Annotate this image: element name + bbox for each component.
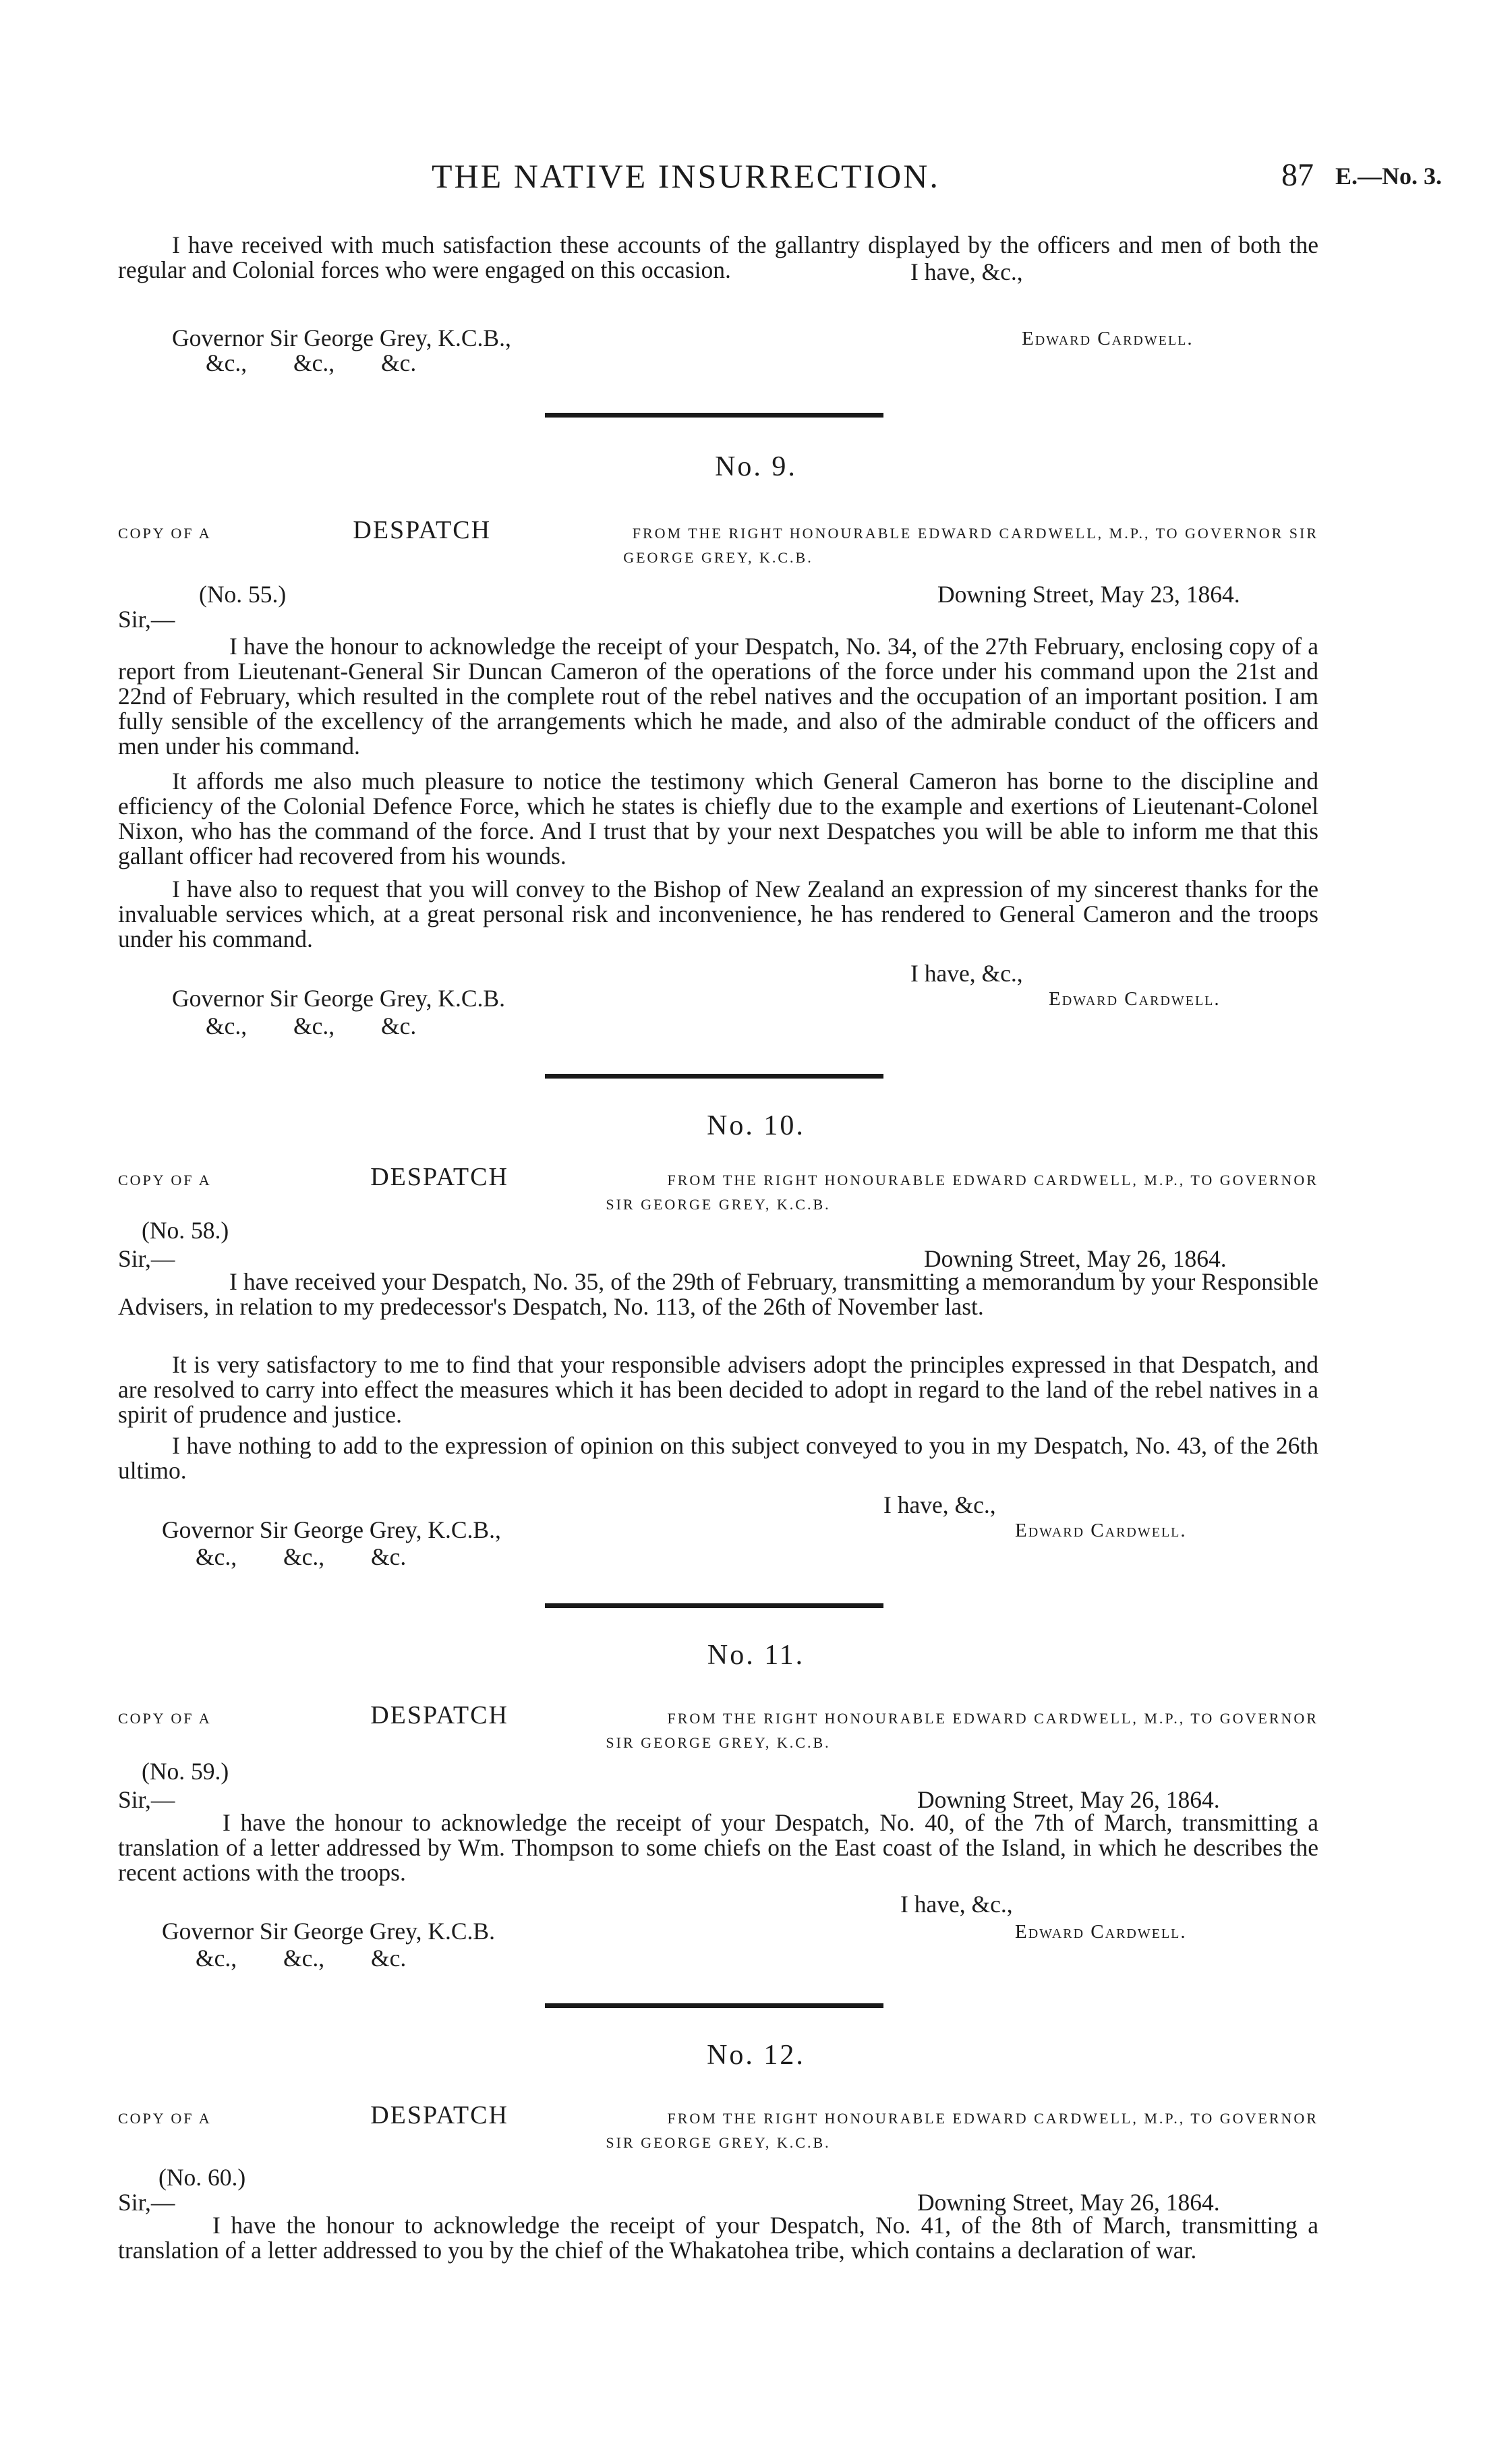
despatch-11-i-have: I have, &c., (900, 1891, 1013, 1918)
section-divider (545, 2003, 883, 2008)
despatch-9-addressee: Governor Sir George Grey, K.C.B. (172, 985, 505, 1012)
section-divider (545, 1074, 883, 1079)
despatch-11-addressee: Governor Sir George Grey, K.C.B. (162, 1918, 495, 1945)
despatch-9-ref: (No. 55.) (199, 581, 287, 608)
caption-despatch: DESPATCH (370, 1163, 508, 1191)
despatch-10-paragraph-3: I have nothing to add to the expression of opinion on this subject conveyed to you in my Despatch, No. 43, of the 26th ultimo. (118, 1432, 1318, 1484)
despatch-9-paragraph-3: I have also to request that you will convey to the Bishop of New Zealand an expression of my sincerest thanks for the invaluable services which, at a great personal risk and inconvenience, he has rendered to General Cameron and the troops under his command. (118, 876, 1318, 952)
page-number: 87 (1281, 157, 1314, 193)
despatch-11-caption (118, 1703, 1318, 1755)
caption-line2: SIR GEORGE GREY, K.C.B. (606, 2134, 831, 2151)
despatch-11-paragraph-1: I have the honour to acknowledge the receipt of your Despatch, No. 40, of the 7th of March, transmitting a translation of a letter addressed by Wm. Thompson to some chiefs on the East coast of the Island, in which he describes the recent actions with the troops. (118, 1809, 1318, 1886)
despatch-10-i-have: I have, &c., (883, 1491, 996, 1518)
despatch-9-paragraph-2: It affords me also much pleasure to notice the testimony which General Cameron has borne to the discipline and efficiency of the Colonial Defence Force, which he states is chiefly due to the example and exertions of Lieutenant-Colonel Nixon, who has the command of the force. And I trust that by your next Despatches you will be able to inform me that this gallant officer had recovered from his wounds. (118, 768, 1318, 869)
despatch-10-place-date: Downing Street, May 26, 1864. (924, 1245, 1227, 1272)
despatch-9-number: No. 9. (715, 451, 797, 482)
caption-prefix: COPY OF A (118, 1172, 212, 1188)
caption-line2: GEORGE GREY, K.C.B. (623, 549, 813, 566)
caption-rest: FROM THE RIGHT HONOURABLE EDWARD CARDWELL, M.P., TO GOVERNOR SIR (632, 525, 1318, 542)
caption-despatch: DESPATCH (353, 516, 492, 544)
intro-signature: Edward Cardwell. (1022, 328, 1194, 349)
intro-paragraph: I have received with much satisfaction these accounts of the gallantry displayed by the officers and men of both the regular and Colonial forces who were engaged on this occasion. (118, 231, 1318, 283)
despatch-10-number: No. 10. (707, 1110, 805, 1141)
despatch-10-signature: Edward Cardwell. (1015, 1520, 1187, 1541)
caption-line2: SIR GEORGE GREY, K.C.B. (606, 1196, 831, 1213)
despatch-11-signature: Edward Cardwell. (1015, 1921, 1187, 1943)
caption-despatch: DESPATCH (370, 2101, 508, 2129)
intro-i-have: I have, &c., (910, 258, 1023, 285)
despatch-11-ref: (No. 59.) (142, 1758, 229, 1785)
caption-despatch: DESPATCH (370, 1701, 508, 1729)
despatch-9-signature: Edward Cardwell. (1049, 988, 1221, 1010)
caption-prefix: COPY OF A (118, 525, 212, 542)
despatch-9-i-have: I have, &c., (910, 960, 1023, 987)
despatch-10-paragraph-2: It is very satisfactory to me to find that your responsible advisers adopt the principles expressed in that Despatch, and are resolved to carry into effect the measures which it has been decided to adopt in regard to the land of the rebel natives in a spirit of prudence and justice. (118, 1351, 1318, 1428)
page-title: THE NATIVE INSURRECTION. (432, 157, 940, 195)
despatch-12-paragraph-1: I have the honour to acknowledge the receipt of your Despatch, No. 41, of the 8th of March, transmitting a translation of a letter addressed to you by the chief of the Whakatohea tribe, which contains a declaration of war. (118, 2212, 1318, 2264)
section-divider (545, 413, 883, 418)
despatch-9-etc: &c., &c., &c. (206, 1012, 417, 1039)
despatch-12-salutation: Sir,— (118, 2189, 175, 2216)
despatch-9-place-date: Downing Street, May 23, 1864. (937, 581, 1240, 608)
intro-etc: &c., &c., &c. (206, 349, 417, 376)
despatch-11-number: No. 11. (707, 1640, 805, 1671)
despatch-10-caption (118, 1165, 1318, 1217)
caption-rest: FROM THE RIGHT HONOURABLE EDWARD CARDWELL, M.P., TO GOVERNOR (667, 1172, 1318, 1188)
despatch-10-addressee: Governor Sir George Grey, K.C.B., (162, 1516, 501, 1543)
despatch-12-ref: (No. 60.) (158, 2164, 246, 2191)
section-divider (545, 1603, 883, 1608)
despatch-11-salutation: Sir,— (118, 1786, 175, 1813)
caption-line2: SIR GEORGE GREY, K.C.B. (606, 1734, 831, 1751)
despatch-10-salutation: Sir,— (118, 1245, 175, 1272)
despatch-10-etc: &c., &c., &c. (196, 1543, 407, 1570)
caption-rest: FROM THE RIGHT HONOURABLE EDWARD CARDWELL, M.P., TO GOVERNOR (667, 1710, 1318, 1727)
despatch-9-paragraph-1: I have the honour to acknowledge the receipt of your Despatch, No. 34, of the 27th February, enclosing copy of a report from Lieutenant-General Sir Duncan Cameron of the operations of the force under his command upon the 21st and 22nd of February, which resulted in the complete rout of the rebel natives and the occupation of an important position. I am fully sensible of the excellency of the arrangements which he made, and also of the admirable conduct of the officers and men under his command. (118, 633, 1318, 760)
caption-prefix: COPY OF A (118, 1710, 212, 1727)
despatch-12-caption (118, 2103, 1318, 2155)
caption-prefix: COPY OF A (118, 2110, 212, 2127)
despatch-12-place-date: Downing Street, May 26, 1864. (917, 2189, 1220, 2216)
despatch-11-place-date: Downing Street, May 26, 1864. (917, 1786, 1220, 1813)
paper-reference: E.—No. 3. (1335, 163, 1443, 190)
intro-addressee: Governor Sir George Grey, K.C.B., (172, 324, 511, 351)
caption-rest: FROM THE RIGHT HONOURABLE EDWARD CARDWELL, M.P., TO GOVERNOR (667, 2110, 1318, 2127)
despatch-9-caption (118, 518, 1318, 570)
despatch-11-etc: &c., &c., &c. (196, 1945, 407, 1972)
despatch-12-number: No. 12. (707, 2040, 805, 2071)
despatch-9-salutation: Sir,— (118, 606, 175, 633)
despatch-10-paragraph-1: I have received your Despatch, No. 35, of the 29th of February, transmitting a memorandum by your Responsible Advisers, in relation to my predecessor's Despatch, No. 113, of the 26th of November last. (118, 1268, 1318, 1320)
despatch-10-ref: (No. 58.) (142, 1217, 229, 1244)
